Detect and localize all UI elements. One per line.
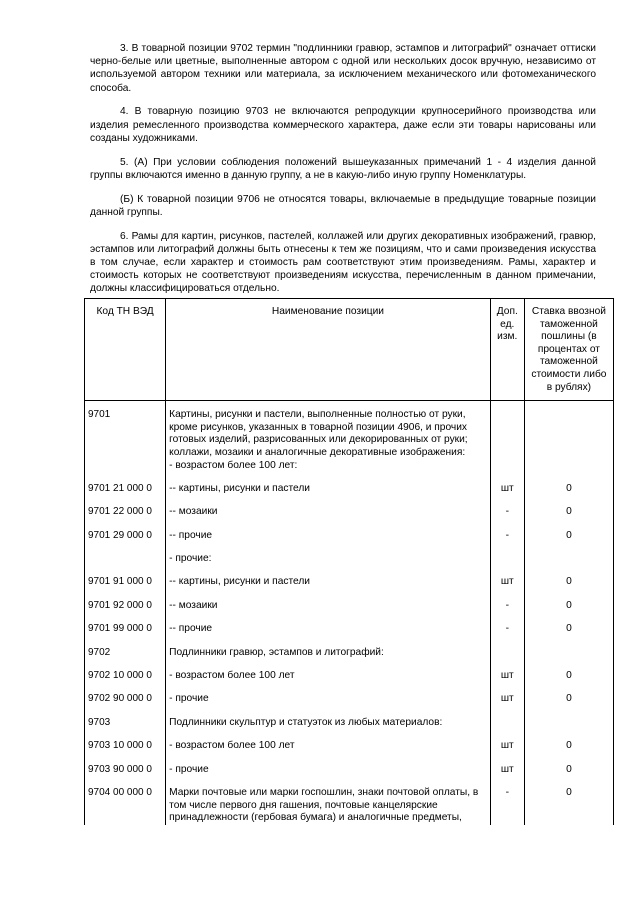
table-row — [85, 647, 614, 670]
cell-code: 9701 21 000 0 — [85, 483, 166, 506]
table-row — [85, 670, 614, 693]
note-5a: 5. (А) При условии соблюдения положений вышеуказанных примечаний 1 - 4 изделия данной группы включаются именно в данную группу, а не в какую-либо иную группу Номенклатуры. — [90, 156, 596, 181]
table-row — [85, 623, 614, 646]
cell-rate — [524, 401, 613, 460]
table-body — [85, 401, 614, 825]
cell-unit: шт — [490, 576, 524, 599]
tariff-table — [84, 298, 614, 825]
cell-unit: шт — [490, 670, 524, 693]
table-row — [85, 764, 614, 787]
cell-name: Подлинники скульптур и статуэток из любых материалов: — [166, 717, 491, 740]
header-name: Наименование позиции — [166, 299, 491, 401]
cell-name: - прочие — [166, 764, 491, 787]
table-row — [85, 787, 614, 825]
cell-name: -- мозаики — [166, 600, 491, 623]
cell-code: 9702 90 000 0 — [85, 693, 166, 716]
cell-code: 9701 — [85, 401, 166, 460]
cell-name: -- картины, рисунки и пастели — [166, 483, 491, 506]
cell-unit — [490, 401, 524, 460]
table-row — [85, 576, 614, 599]
cell-code: 9702 — [85, 647, 166, 670]
cell-code: 9703 10 000 0 — [85, 740, 166, 763]
cell-code: 9701 99 000 0 — [85, 623, 166, 646]
cell-unit — [490, 460, 524, 483]
cell-unit: - — [490, 787, 524, 825]
cell-code: 9704 00 000 0 — [85, 787, 166, 825]
cell-rate: 0 — [524, 740, 613, 763]
cell-rate: 0 — [524, 600, 613, 623]
table-row — [85, 530, 614, 553]
table-row — [85, 717, 614, 740]
cell-rate: 0 — [524, 576, 613, 599]
cell-rate — [524, 717, 613, 740]
cell-code: 9703 — [85, 717, 166, 740]
cell-code — [85, 553, 166, 576]
cell-unit: шт — [490, 693, 524, 716]
cell-code: 9701 22 000 0 — [85, 506, 166, 529]
cell-rate — [524, 553, 613, 576]
cell-rate: 0 — [524, 483, 613, 506]
note-4: 4. В товарную позицию 9703 не включаются репродукции крупносерийного производства или изделия ремесленного производства коммерческого характера, даже если эти товары нарисованы или созданы художниками. — [90, 106, 596, 144]
cell-name: -- картины, рисунки и пастели — [166, 576, 491, 599]
cell-name: -- прочие — [166, 530, 491, 553]
cell-unit: шт — [490, 740, 524, 763]
table-row — [85, 740, 614, 763]
cell-name: Марки почтовые или марки госпошлин, знаки почтовой оплаты, в том числе первого дня гашения, почтовые канцелярские принадлежности (гербовая бумага) и аналогичные предметы, — [166, 787, 491, 825]
cell-name: Картины, рисунки и пастели, выполненные полностью от руки, кроме рисунков, указанных в товарной позиции 4906, и прочих готовых изделий, разрисованных или декорированных от руки; коллажи, мозаики и аналогичные декоративные изображения: — [166, 401, 491, 460]
cell-code: 9703 90 000 0 — [85, 764, 166, 787]
table-row — [85, 693, 614, 716]
cell-rate: 0 — [524, 764, 613, 787]
cell-name: - прочие — [166, 693, 491, 716]
table-header-row — [85, 299, 614, 401]
cell-name: -- мозаики — [166, 506, 491, 529]
cell-unit — [490, 717, 524, 740]
note-3: 3. В товарной позиции 9702 термин "подлинники гравюр, эстампов и литографий" означает оттиски черно-белые или цветные, выполненные автором с одной или нескольких досок вручную, независимо от используемой автором техники или материала, за исключением механического или фотомеханического способа. — [90, 43, 596, 94]
cell-name: -- прочие — [166, 623, 491, 646]
table-row — [85, 401, 614, 460]
cell-unit: - — [490, 623, 524, 646]
table-row — [85, 483, 614, 506]
cell-unit — [490, 553, 524, 576]
note-5b: (Б) К товарной позиции 9706 не относятся товары, включаемые в предыдущие товарные позиции данной группы. — [90, 193, 596, 218]
cell-name: - прочие: — [166, 553, 491, 576]
chapter-notes — [90, 42, 596, 306]
cell-unit: - — [490, 600, 524, 623]
table-row — [85, 600, 614, 623]
cell-unit — [490, 647, 524, 670]
cell-rate — [524, 647, 613, 670]
cell-rate: 0 — [524, 530, 613, 553]
cell-unit: шт — [490, 764, 524, 787]
table-row — [85, 553, 614, 576]
header-rate: Ставка ввозной таможенной пошлины (в процентах от таможенной стоимости либо в рублях) — [524, 299, 613, 401]
cell-code: 9701 29 000 0 — [85, 530, 166, 553]
cell-unit: шт — [490, 483, 524, 506]
cell-unit: - — [490, 506, 524, 529]
note-6: 6. Рамы для картин, рисунков, пастелей, коллажей или других декоративных изображений, гравюр, эстампов или литографий должны быть отнесены к тем же позициям, что и сами произведения искусства в том случае, если характер и стоимость рам соответствуют этим произведениям. Рамы, характер и стоимость которых не соответствуют произведениям искусства, перечисленным в данном примечании, должны классифицироваться отдельно. — [90, 230, 596, 295]
cell-code: 9701 92 000 0 — [85, 600, 166, 623]
cell-code: 9701 91 000 0 — [85, 576, 166, 599]
cell-unit: - — [490, 530, 524, 553]
cell-rate: 0 — [524, 670, 613, 693]
cell-rate: 0 — [524, 506, 613, 529]
cell-name: - возрастом более 100 лет: — [166, 460, 491, 483]
cell-code — [85, 460, 166, 483]
cell-code: 9702 10 000 0 — [85, 670, 166, 693]
cell-name: Подлинники гравюр, эстампов и литографий: — [166, 647, 491, 670]
header-unit: Доп. ед. изм. — [490, 299, 524, 401]
cell-name: - возрастом более 100 лет — [166, 670, 491, 693]
cell-rate — [524, 460, 613, 483]
header-code: Код ТН ВЭД — [85, 299, 166, 401]
cell-rate: 0 — [524, 693, 613, 716]
table-row — [85, 460, 614, 483]
table-row — [85, 506, 614, 529]
cell-rate: 0 — [524, 787, 613, 825]
cell-rate: 0 — [524, 623, 613, 646]
cell-name: - возрастом более 100 лет — [166, 740, 491, 763]
